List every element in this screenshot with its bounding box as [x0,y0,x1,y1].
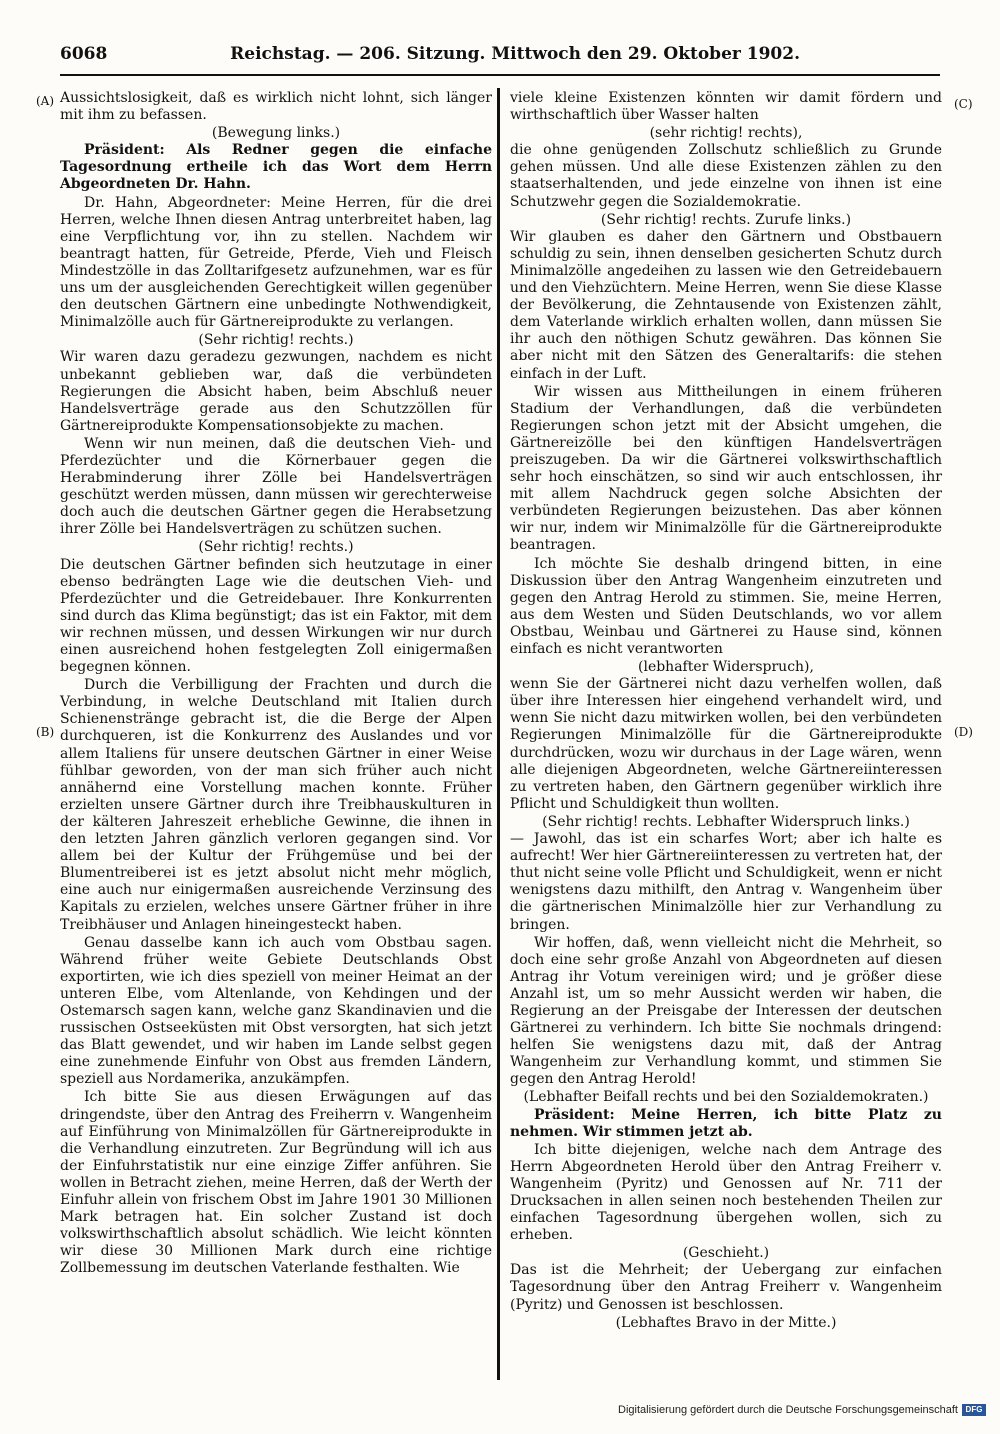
interjection: (Lebhafter Beifall rechts und bei den Sozialdemokraten.) [523,1089,929,1106]
paragraph: Wir hoffen, daß, wenn vielleicht nicht die Mehrheit, so doch eine sehr große Anzahl von Abgeordneten auf diesen Antrag ihr Votum vereinigen wird; und je größer diese Anzahl ist, um so mehr Aussicht werden wir haben, die Regierung an der Preisgabe der Interessen der deutschen Gärtnerei zu verhindern. Ich bitte Sie nochmals dringend: helfen Sie wenigstens dazu mit, daß der Antrag Wangenheim zur Verhandlung kommt, und stimmen Sie gegen den Antrag Herold! [510,934,942,1088]
dfg-logo-icon: DFG [962,1404,986,1416]
running-title: Reichstag. — 206. Sitzung. Mittwoch den 29. Oktober 1902. [230,44,800,64]
paragraph: Wenn wir nun meinen, daß die deutschen Vieh- und Pferdezüchter und die Körnerbauer gegen die Herabminderung ihrer Zölle bei Handelsverträgen geschützt werden müssen, dann müssen wir gerechterweise doch auch die deutschen Gärtner gegen die Herabsetzung ihrer Zölle bei Handelsverträgen zu schützen suchen. [60,435,492,538]
paragraph: Ich möchte Sie deshalb dringend bitten, in eine Diskussion über den Antrag Wangenheim einzutreten und gegen den Antrag Herold zu stimmen. Sie, meine Herren, aus dem Westen und Süden Deutschlands, wo vor allem Obstbau, Weinbau und Gärtnerei zu Hause sind, können einfach es nicht verantworten [510,555,942,657]
interjection: (Sehr richtig! rechts.) [198,539,354,556]
paragraph: Dr. Hahn, Abgeordneter: Meine Herren, für die drei Herren, welche Ihnen diesen Antrag unterbreitet haben, lag eine Verpflichtung vor, ihn zu stellen. Nachdem wir beantragt hatten, für Getreide, Pferde, Vieh und Fleisch Mindestzölle in das Zolltarifgesetz aufzunehmen, war es für uns um der ausgleichenden Gerechtigkeit willen gegenüber den deutschen Gärtnern eine unbedingte Nothwendigkeit, Minimalzölle auch für Gärtnereiprodukte zu verlangen. [60,194,492,331]
paragraph: Aussichtslosigkeit, daß es wirklich nicht lohnt, sich länger mit ihm zu befassen. [60,90,492,124]
paragraph: Wir glauben es daher den Gärtnern und Obstbauern schuldig zu sein, ihnen denselben gesicherten Schutz durch Minimalzölle angedeihen zu lassen wie den Getreidebauern und den Viehzüchtern. Meine Herren, wenn Sie diese Klasse der Bevölkerung, die Zehntausende von Existenzen zählt, dem Vaterlande wirklich erhalten wollen, dann müssen Sie ihr auch den nöthigen Schutz gewähren. Das können Sie aber nicht mit den Sätzen des Generaltarifs: die stehen einfach in der Luft. [510,228,942,382]
paragraph: Präsident: Meine Herren, ich bitte Platz zu nehmen. Wir stimmen jetzt ab. [510,1106,942,1140]
margin-label-d: (D) [954,725,973,739]
interjection: (sehr richtig! rechts), [649,125,803,142]
interjection: (Lebhaftes Bravo in der Mitte.) [615,1314,837,1331]
column-divider [497,88,500,1380]
interjection: (Sehr richtig! rechts. Zurufe links.) [600,211,852,228]
paragraph: die ohne genügenden Zollschutz schließlich zu Grunde gehen müssen. Und alle diese Existenzen zählen zu den staatserhaltenden, und jede einzelne von ihnen ist eine Schutzwehr gegen die Sozialdemokratie. [510,142,942,210]
page-header [60,44,940,74]
left-column [60,90,492,1278]
margin-label-b: (B) [36,725,55,739]
paragraph: Präsident: Als Redner gegen die einfache Tagesordnung ertheile ich das Wort dem Herrn Abgeordneten Dr. Hahn. [60,142,492,193]
interjection: (Geschieht.) [682,1245,770,1262]
interjection: (Sehr richtig! rechts. Lebhafter Widerspruch links.) [542,813,910,830]
footer-text: Digitalisierung gefördert durch die Deutsche Forschungsgemeinschaft [618,1404,958,1416]
paragraph: wenn Sie der Gärtnerei nicht dazu verhelfen wollen, daß über ihre Interessen hier eingehend verhandelt wird, und wenn Sie nicht dazu mitwirken wollen, bei den verbündeten Regierungen Minimalzölle für die Gärtnereiprodukte durchdrücken, wozu wir durchaus in der Lage wären, wenn alle diejenigen Abgeordneten, welche Gärtnereiinteressen zu vertreten haben, den Gärtnern gegenüber wirklich ihre Pflicht und Schuldigkeit thun wollten. [510,676,942,812]
paragraph: Ich bitte diejenigen, welche nach dem Antrage des Herrn Abgeordneten Herold über den Antrag Freiherr v. Wangenheim (Pyritz) und Genossen auf Nr. 711 der Drucksachen in allen seinen noch bestehenden Theilen zur einfachen Tagesordnung übergehen wollen, sich zu erheben. [510,1141,942,1244]
interjection: (Sehr richtig! rechts.) [198,332,354,349]
paragraph: Wir waren dazu geradezu gezwungen, nachdem es nicht unbekannt geblieben war, daß die verbündeten Regierungen die Absicht haben, beim Abschluß neuer Handelsverträge gerade aus den Schutzzöllen für Gärtnereiprodukte Kompensationsobjekte zu machen. [60,349,492,434]
paragraph: Ich bitte Sie aus diesen Erwägungen auf das dringendste, über den Antrag des Freiherrn v. Wangenheim auf Einführung von Minimalzöllen für Gärtnereiprodukte in die Verhandlung einzutreten. Zur Begründung will ich aus der Einfuhrstatistik nur eine einzige Ziffer anführen. Sie wollen in Betracht ziehen, meine Herren, daß der Werth der Einfuhr allein von frischem Obst im Jahre 1901 30 Millionen Mark betragen hat. Ein solcher Zustand ist doch volkswirthschaftlich absolut schädlich. Wie leicht könnten wir diese 30 Millionen Mark durch eine richtige Zollbemessung im deutschen Vaterlande festhalten. Wie [60,1089,492,1277]
paragraph: Die deutschen Gärtner befinden sich heutzutage in einer ebenso bedrängten Lage wie die deutschen Vieh- und Pferdezüchter und die Getreidebauer. Ihre Konkurrenten sind durch das Klima begünstigt; das ist ein Faktor, mit dem wir rechnen müssen, und dessen Wirkungen wir nur durch einen ausreichend hohen festgelegten Zoll einigermaßen begegnen können. [60,556,492,676]
header-rule [60,74,940,76]
paragraph: — Jawohl, das ist ein scharfes Wort; aber ich halte es aufrecht! Wer hier Gärtnereiinteressen zu vertreten hat, der thut nicht seine volle Pflicht und Schuldigkeit, wenn er nicht wenigstens dazu mithilft, den Antrag v. Wangenheim über die gärtnerischen Minimalzölle hier zur Verhandlung zu bringen. [510,831,942,933]
paragraph: Durch die Verbilligung der Frachten und durch die Verbindung, in welche Deutschland mit Italien durch Schienenstränge gebracht ist, die die Berge der Alpen durchqueren, ist die Konkurrenz des Auslandes und vor allem Italiens für unsere deutschen Gärtner in einer Weise fühlbar geworden, von der man sich früher auch nicht annähernd eine Vorstellung machen konnte. Früher erzielten unsere Gärtner durch ihre Treibhauskulturen in der kälteren Jahreszeit erhebliche Gewinne, die ihnen in den letzten Jahren gänzlich verloren gegangen sind. Vor allem bei der Kultur der Frühgemüse und bei der Blumentreiberei ist es jetzt absolut nicht mehr möglich, eine auch nur einigermaßen ausreichende Verzinsung des Kapitals zu erzielen, welches unsere Gärtner früher in ihre Treibhäuser und Anlagen hineingesteckt haben. [60,677,492,933]
page-number: 6068 [60,44,108,64]
paragraph: Genau dasselbe kann ich auch vom Obstbau sagen. Während früher weite Gebiete Deutschlands Obst exportirten, wie ich dies speziell von meiner Heimat an der unteren Elbe, vom Altenlande, von Kehdingen und der Ostemarsch sagen kann, welche ganz Skandinavien und die russischen Ostseeküsten mit Obst versorgten, hat sich jetzt das Blatt gewendet, und wir haben im Lande selbst gegen eine zunehmende Einfuhr von Obst aus fremden Ländern, speziell aus Nordamerika, anzukämpfen. [60,934,492,1088]
margin-label-c: (C) [954,97,973,111]
paragraph: Das ist die Mehrheit; der Uebergang zur einfachen Tagesordnung über den Antrag Freiherr v. Wangenheim (Pyritz) und Genossen ist beschlossen. [510,1262,942,1313]
paragraph: Wir wissen aus Mittheilungen in einem früheren Stadium der Verhandlungen, daß die verbündeten Regierungen schon jetzt mit der Absicht umgehen, die Gärtnereizölle bei den künftigen Handelsverträgen preiszugeben. Da wir die Gärtnerei volkswirthschaftlich sehr hoch einschätzen, so sind wir auch entschlossen, ihr mit allem Nachdruck gegen solche Absichten der verbündeten Regierungen beizustehen. Das aber können wir nur, indem wir Minimalzölle für die Gärtnereiprodukte beantragen. [510,383,942,554]
interjection: (lebhafter Widerspruch), [638,659,814,676]
interjection: (Bewegung links.) [211,125,341,142]
right-column [510,90,942,1332]
margin-label-a: (A) [36,94,55,108]
paragraph: viele kleine Existenzen könnten wir damit fördern und wirthschaftlich über Wasser halten [510,90,942,124]
footer [618,1404,986,1416]
